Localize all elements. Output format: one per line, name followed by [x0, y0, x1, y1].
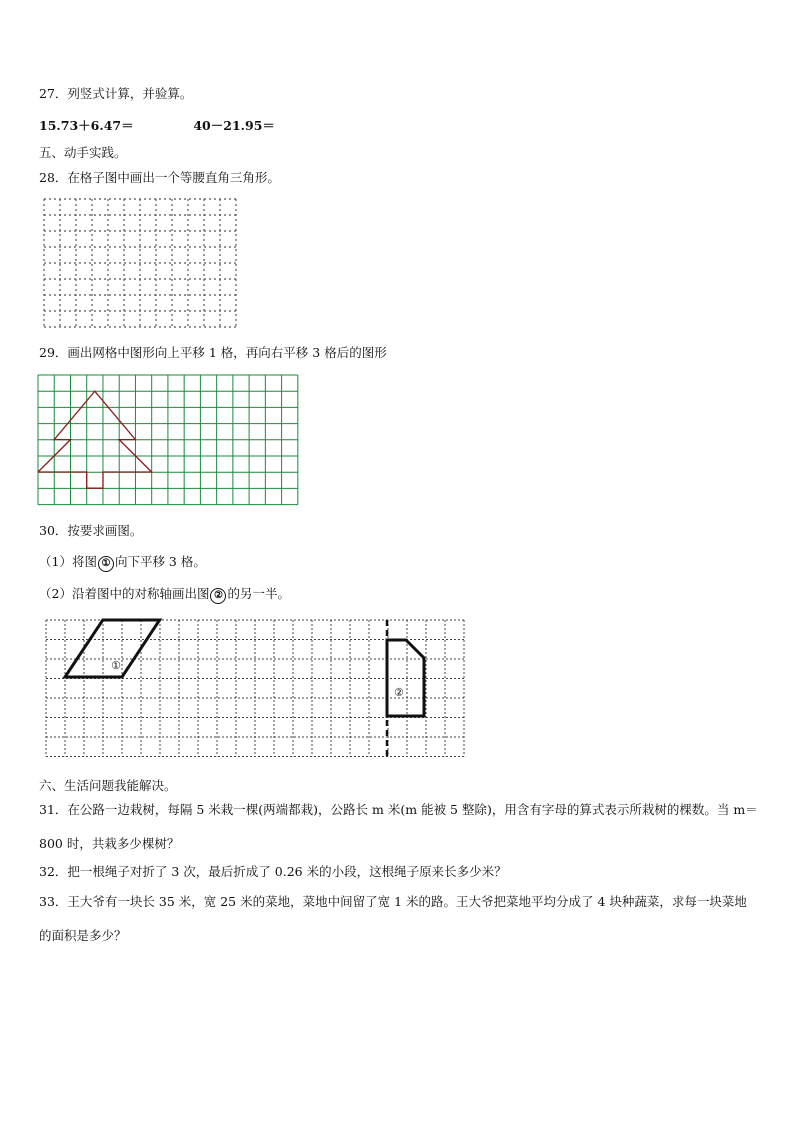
q31-text: 31．在公路一边栽树，每隔 5 米栽一棵(两端都栽)，公路长 m 米(m 能被 5 整除)，用含有字母的算式表示所栽树的棵数。当 m＝800 时，共栽多少棵树？ — [39, 802, 758, 851]
q28-dotted-grid[interactable] — [44, 199, 240, 331]
section6-heading: 六、生活问题我能解决。 — [39, 778, 177, 793]
q30-part1-text: （1）将图 — [39, 554, 97, 569]
figure-2-label: ② — [394, 686, 404, 699]
q30-title: 30．按要求画图。 — [39, 523, 143, 538]
figure-2-mark: ② — [210, 588, 226, 604]
q30-part2-text: （2）沿着图中的对称轴画出图 — [39, 586, 210, 601]
section5-heading: 五、动手实践。 — [39, 145, 127, 160]
q27-expr2: 40－21.95＝ — [193, 118, 275, 133]
q28-title: 28．在格子图中画出一个等腰直角三角形。 — [39, 170, 280, 185]
q33-text: 33．王大爷有一块长 35 米，宽 25 米的菜地，菜地中间留了宽 1 米的路。王大爷把菜地平均分成了 4 块种蔬菜，求每一块菜地的面积是多少？ — [39, 894, 747, 943]
q29-title: 29．画出网格中图形向上平移 1 格，再向右平移 3 格后的图形 — [39, 345, 387, 360]
q30-grid[interactable] — [46, 620, 466, 758]
q30-part2-text-end: 的另一半。 — [227, 586, 290, 601]
q29-grid[interactable] — [38, 375, 300, 507]
q32-text: 32．把一根绳子对折了 3 次，最后折成了 0.26 米的小段，这根绳子原来长多少米？ — [39, 864, 507, 879]
q30-part2 — [39, 584, 290, 604]
q27-expressions — [39, 116, 275, 134]
figure-1-mark: ① — [98, 556, 114, 572]
q27-expr1: 15.73＋6.47＝ — [39, 118, 134, 133]
q30-part1 — [39, 552, 206, 572]
q27-title: 27．列竖式计算，并验算。 — [39, 86, 193, 101]
q30-part1-text-end: 向下平移 3 格。 — [114, 554, 206, 569]
figure-1-label: ① — [111, 659, 121, 672]
